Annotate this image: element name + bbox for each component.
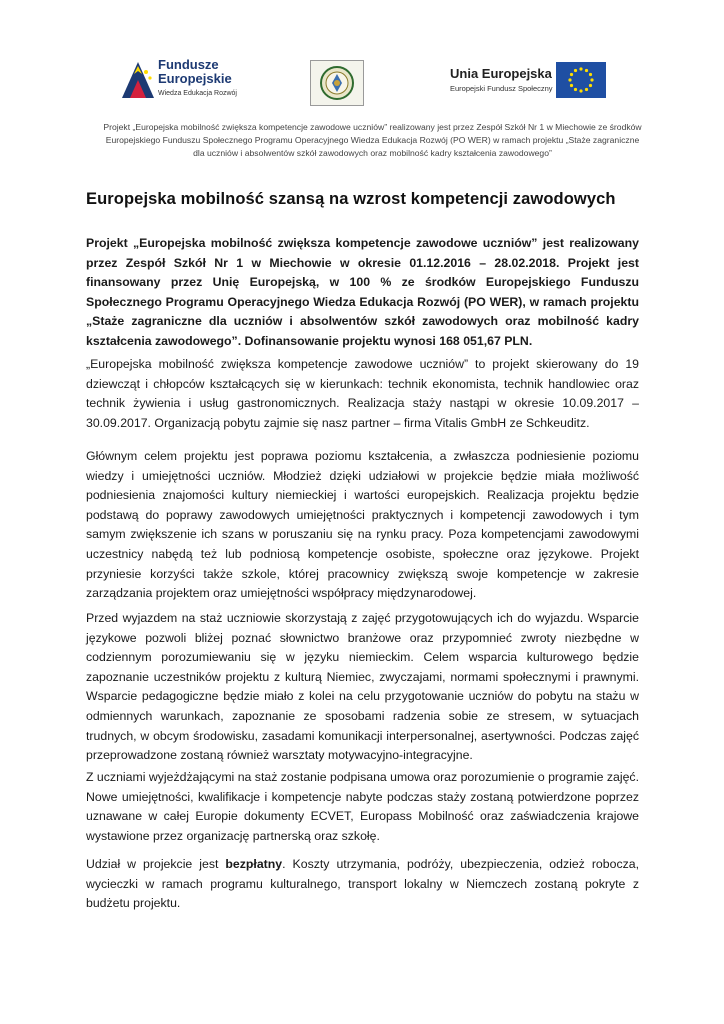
fundusze-europejskie-mark-icon bbox=[120, 60, 156, 100]
project-header-note: Projekt „Europejska mobilność zwiększa kompetencje zawodowe uczniów” realizowany jest przez Zespół Szkół Nr 1 w Miechowie ze środków Europejskiego Funduszu Społecznego Programu Operacyjnego Wiedza Edukacja Rozwój (PO WER) w ramach projektu „Staże zagraniczne dla uczniów i absolwentów szkół zawodowych oraz mobilność kadry kształcenia zawodowego” bbox=[103, 122, 642, 158]
unia-europejska-logo bbox=[450, 62, 610, 102]
costs-free-emphasis: bezpłatny bbox=[225, 857, 283, 871]
paragraph-agreement: Z uczniami wyjeżdżającymi na staż zostanie podpisana umowa oraz porozumienie o programie zajęć. Nowe umiejętności, kwalifikacje i kompetencje nabyte podczas staży zostaną potwierdzone poprzez uznawane w całej Europie dokumenty ECVET, Europass Mobilność oraz zaświadczenia krajowe wystawione przez organizację partnerską oraz szkołę. bbox=[86, 770, 639, 843]
paragraph-project-goal: Głównym celem projektu jest poprawa poziomu kształcenia, a zwłaszcza podniesienie poziomu wiedzy i umiejętności uczniów. Młodzież dzięki udziałowi w projekcie będzie miała możliwość podniesienia znajomości kultury niemieckiej i wartości europejskich. Realizacja projektu będzie podstawą do poprawy zawodowych umiejętności praktycznych i kompetencji zawodowych i tym samym zwiększenie ich szans w poruszaniu się na rynku pracy. Poza kompetencjami zawodowymi uczestnicy nabędą też lub podniosą kompetencje osobiste, społeczne oraz językowe. Projekt przyniesie korzyści także szkole, której pracownicy zwiększą swoje kompetencje w zakresie zarządzania projektem oraz umiejętności współpracy międzynarodowej. bbox=[86, 449, 639, 601]
paragraph-participants: „Europejska mobilność zwiększa kompetencje zawodowe uczniów” to projekt skierowany do 19 dziewcząt i chłopców kształcących się w kierunkach: technik ekonomista, technik handlowiec oraz technik żywienia i usług gastronomicznych. Realizacja staży nastąpi w okresie 10.09.2017 – 30.09.2017. Organizacją pobytu zajmie się nasz partner – firma Vitalis GmbH ze Schkeuditz. bbox=[86, 357, 639, 430]
school-emblem-logo bbox=[310, 60, 364, 106]
page-title: Europejska mobilność szansą na wzrost kompetencji zawodowych bbox=[86, 190, 616, 208]
paragraph-project-intro: Projekt „Europejska mobilność zwiększa kompetencje zawodowe uczniów” jest realizowany przez Zespół Szkół Nr 1 w Miechowie w okresie 01.12.2016 – 28.02.2018. Projekt jest finansowany przez Unię Europejską, w 100 % ze środków Europejskiego Funduszu Społecznego Programu Operacyjnego Wiedza Edukacja Rozwój (PO WER), w ramach projektu „Staże zagraniczne dla uczniów i absolwentów szkół zawodowych oraz mobilność kadry kształcenia zawodowego”. Dofinansowanie projektu wynosi 168 051,67 PLN. bbox=[86, 236, 639, 348]
paragraph-costs bbox=[86, 855, 639, 914]
ue-logo-line1: Unia Europejska bbox=[450, 66, 552, 81]
ue-logo-line2: Europejski Fundusz Społeczny bbox=[450, 84, 553, 93]
fe-logo-line1: Fundusze bbox=[158, 57, 219, 72]
eu-flag-icon bbox=[556, 62, 606, 98]
paragraph-preparation: Przed wyjazdem na staż uczniowie skorzystają z zajęć przygotowujących ich do wyjazdu. Wsparcie językowe pozwoli bliżej poznać słownictwo branżowe oraz przypomnieć zwroty niezbędne w codziennym porozumiewaniu się w języku niemieckim. Celem wsparcia kulturowego będzie zapoznanie uczestników projektu z kulturą Niemiec, zwyczajami, normami społecznymi i prawnymi. Wsparcie pedagogiczne będzie miało z kolei na celu przygotowanie uczniów do pobytu na stażu w odmiennych warunkach, zapoznanie ze sposobami radzenia sobie ze stresem, w sytuacjach trudnych, w obcym środowisku, zasadami komunikacji interpersonalnej, asertywności. Podczas zajęć przeprowadzone zostaną również warsztaty motywacyjno-integracyjne. bbox=[86, 611, 639, 763]
fe-logo-line2: Europejskie bbox=[158, 71, 232, 86]
fundusze-europejskie-logo bbox=[120, 56, 260, 104]
school-emblem-icon bbox=[311, 61, 363, 105]
costs-text-after: . Koszty utrzymania, podróży, ubezpieczenia, odzież robocza, wycieczki w ramach programu kulturalnego, transport lokalny w Niemczech zostaną pokryte z budżetu projektu. bbox=[86, 857, 639, 911]
costs-text-before: Udział w projekcie jest bbox=[86, 857, 226, 871]
fe-logo-line3: Wiedza Edukacja Rozwój bbox=[158, 90, 237, 97]
